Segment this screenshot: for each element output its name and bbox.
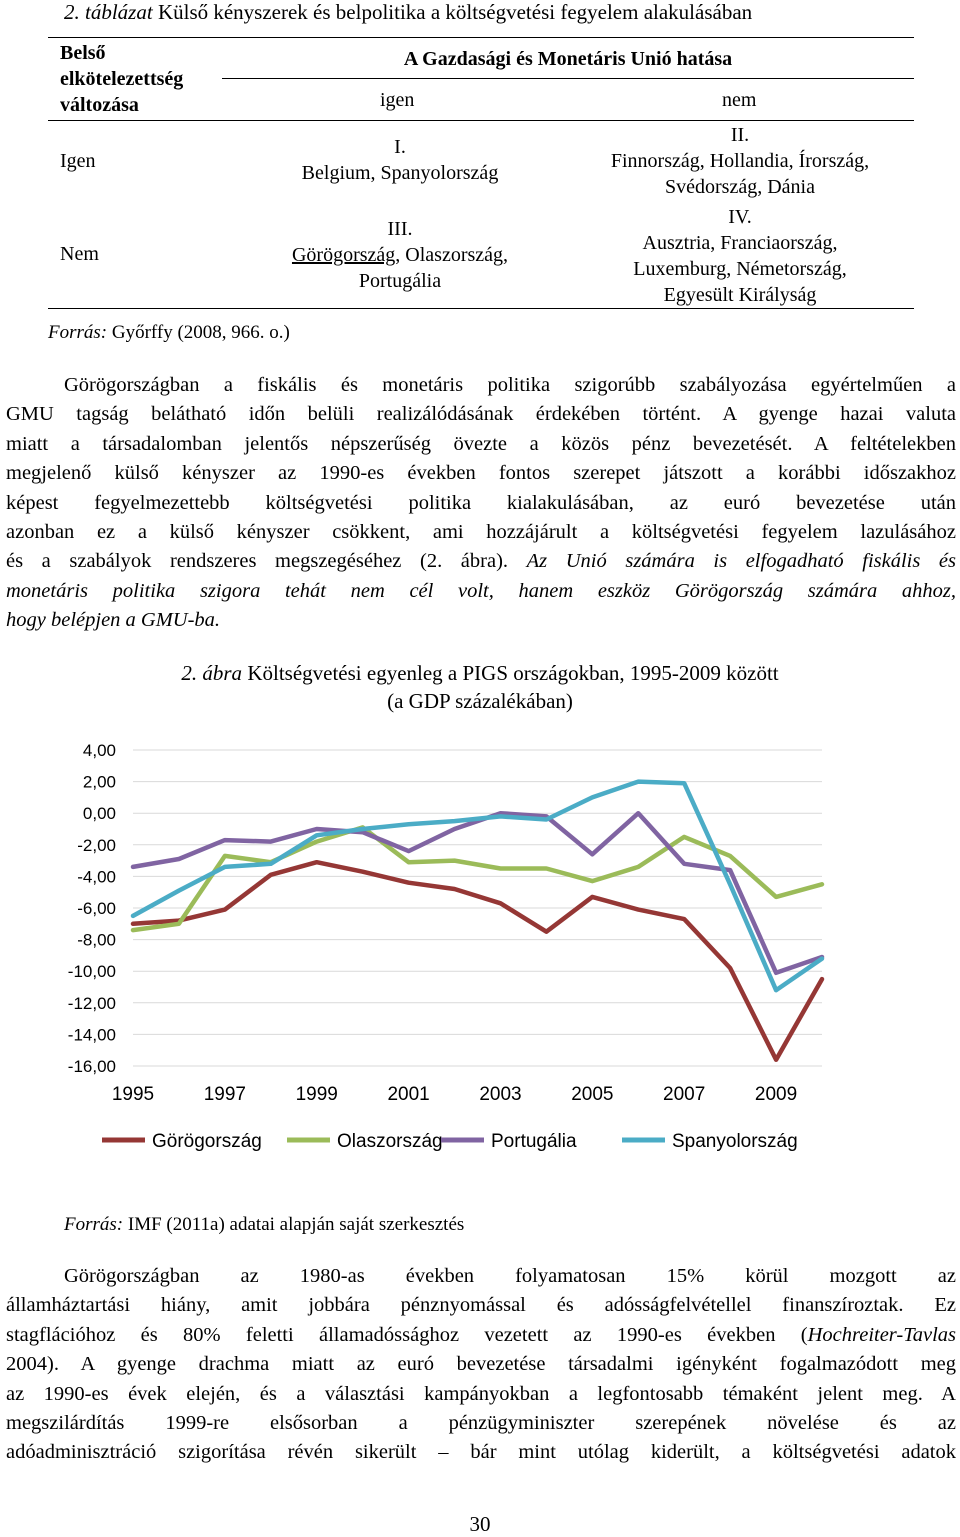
figure-source: Forrás: IMF (2011a) adatai alapján saját szerkesztés — [64, 1214, 465, 1235]
table-subheader-rule — [222, 78, 914, 79]
x-tick-label: 2009 — [754, 1084, 798, 1105]
table-caption-number: 2. táblázat — [64, 0, 153, 24]
x-tick-label: 1995 — [111, 1084, 155, 1105]
legend-label: Spanyolország — [672, 1131, 798, 1152]
x-tick-label: 2003 — [479, 1084, 522, 1105]
table-source: Forrás: Győrffy (2008, 966. o.) — [48, 322, 290, 343]
table-cell-1: I. Belgium, Spanyolország — [301, 136, 499, 184]
paragraph-2: Görögországban az 1980-as években folyamatosan 15% körül mozgott az államháztartási hiány, amit jobbára pénznyomással és adósságfelvétellel finanszíroztak. Ez stagflációhoz és 80% feletti államadóssághoz vezetett az 1990-es években (Hochreiter-Tavlas 2004). A gyenge drachma miatt az euró bevezetése társadalmi igényként fogalmazódott meg az 1990-es évek elején, és a választási kampányokban a legfontosabb témaként jelent meg. A megszilárdítás 1999-re elsősorban a pénzügyminiszter szerepének növelése és az adóadminisztráció szigorítása révén sikerült – bár mint utólag kiderült, a költségvetési adatok — [6, 1265, 956, 1464]
greece-link: Görögország — [291, 244, 396, 266]
legend-label: Olaszország — [337, 1131, 443, 1152]
x-tick-label: 1999 — [295, 1084, 338, 1105]
table-top-rule — [48, 37, 914, 38]
row-header-label: Belső elkötelezettség változása — [60, 42, 184, 116]
series-line-görögország — [133, 862, 822, 1059]
col-header-nem: nem — [722, 89, 757, 111]
row-label-igen: Igen — [60, 150, 96, 172]
y-tick-label: 4,00 — [82, 741, 116, 760]
series-line-portugália — [133, 813, 822, 973]
x-tick-label: 2005 — [571, 1084, 614, 1105]
table-bottom-rule — [48, 308, 914, 309]
legend-label: Görögország — [152, 1131, 262, 1152]
x-tick-label: 2007 — [663, 1084, 706, 1105]
x-tick-label: 1997 — [203, 1084, 247, 1105]
x-tick-label: 2001 — [387, 1084, 430, 1105]
y-tick-label: 2,00 — [82, 772, 116, 792]
y-tick-label: -4,00 — [77, 867, 116, 887]
series-line-olaszország — [133, 827, 822, 930]
table-cell-2: II. Finnország, Hollandia, Írország, Svédország, Dánia — [610, 124, 870, 198]
y-tick-label: -10,00 — [67, 962, 116, 982]
y-tick-label: -16,00 — [67, 1057, 116, 1076]
table-caption — [64, 0, 752, 25]
y-tick-label: -6,00 — [77, 899, 116, 918]
y-tick-label: -12,00 — [67, 993, 116, 1013]
budget-balance-chart — [0, 730, 960, 1170]
paragraph-1: Görögországban a fiskális és monetáris politika szigorúbb szabályozása egyértelműen a GMU tagság belátható időn belüli realizálódásának érdekében történt. A gyenge hazai valuta miatt a társadalomban jelentős népszerűség övezte a közös pénz bevezetését. A feltételekben megjelenő külső kényszer az 1990-es években fontos szerepet játszott a korábbi időszakhoz képest fegyelmezettebb költségvetési politika kialakulásában, az euró bevezetése után azonban ez a külső kényszer csökkent, ami hozzájárult a költségvetési fegyelem lazulásához és a szabályok rendszeres megszegéséhez (2. ábra). Az Unió számára is elfogadható fiskális és monetáris politika szigora tehát nem cél volt, hanem eszköz Görögország számára ahhoz, hogy belépjen a GMU-ba. — [6, 374, 957, 632]
y-tick-label: 0,00 — [82, 804, 116, 824]
table-caption-text: Külső kényszerek és belpolitika a költségvetési fegyelem alakulásában — [152, 0, 753, 24]
page-number: 30 — [469, 1512, 491, 1536]
table-cell-3: III. Görögország, Olaszország, Portugália — [291, 218, 509, 292]
col-group-header: A Gazdasági és Monetáris Unió hatása — [403, 48, 733, 70]
col-header-igen: igen — [380, 89, 415, 111]
y-tick-label: -8,00 — [77, 930, 116, 950]
row-label-nem: Nem — [60, 243, 99, 265]
legend-label: Portugália — [491, 1131, 577, 1152]
figure-caption: 2. ábra Költségvetési egyenleg a PIGS országokban, 1995-2009 között (a GDP százalékában) — [181, 661, 779, 713]
y-tick-label: -2,00 — [77, 835, 116, 855]
y-tick-label: -14,00 — [67, 1025, 116, 1045]
table-cell-4: IV. Ausztria, Franciaország, Luxemburg, Németország, Egyesült Királyság — [633, 206, 847, 306]
table-header-rule — [48, 120, 914, 121]
